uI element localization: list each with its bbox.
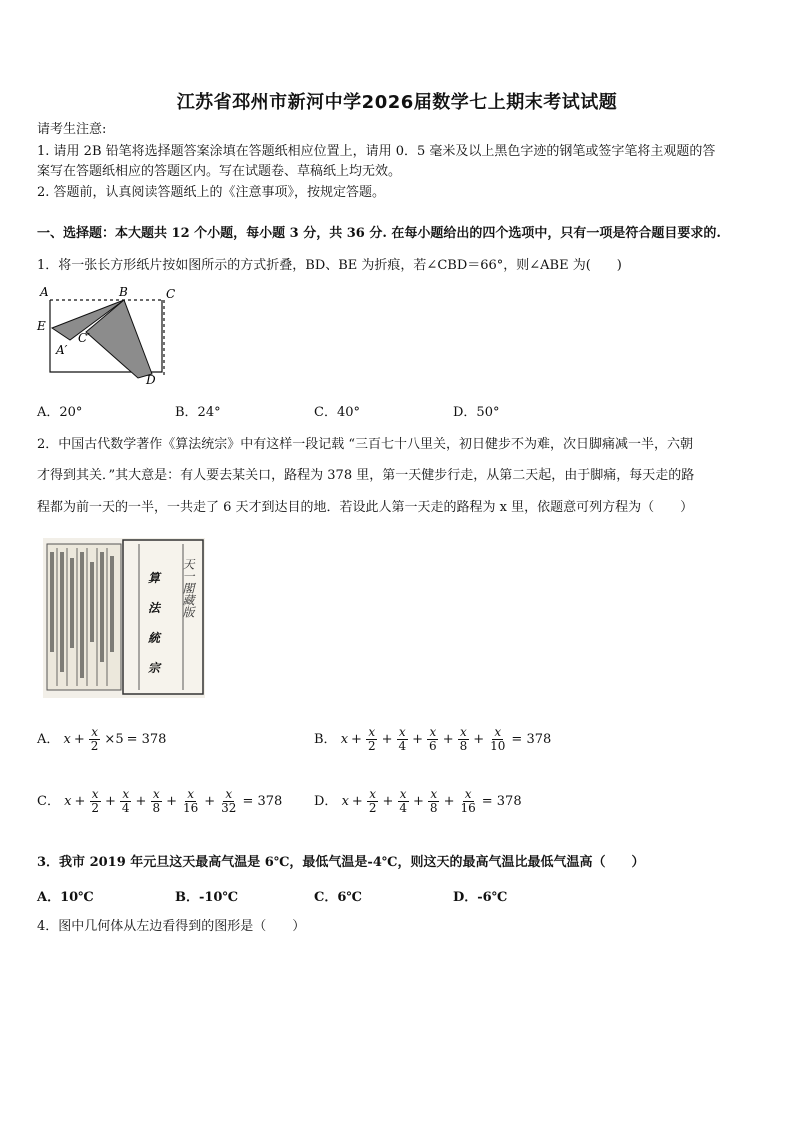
q2-option-a-label: A． xyxy=(37,732,60,747)
frac-den: 4 xyxy=(121,801,130,815)
frac-num: x xyxy=(494,725,502,739)
eq-plus: + xyxy=(473,732,485,747)
frac-den: 16 xyxy=(460,801,476,815)
eq-plus: + xyxy=(104,794,116,809)
eq-fraction-1 xyxy=(367,788,379,815)
q1-option-d[interactable]: D．50° xyxy=(453,405,500,420)
folding-figure xyxy=(34,284,184,390)
frac-den: 2 xyxy=(368,801,377,815)
notice-item-2: 2. 答题前，认真阅读答题纸上的《注意事项》，按规定答题。 xyxy=(37,185,386,200)
q2-option-d-equation xyxy=(342,788,522,815)
eq-rhs: = 378 xyxy=(511,732,552,747)
frac-num: x xyxy=(91,787,99,801)
frac-num: x xyxy=(187,787,195,801)
q2-option-a[interactable] xyxy=(37,726,166,753)
frac-den: 4 xyxy=(398,739,407,753)
eq-plus: + xyxy=(135,794,147,809)
frac-num: x xyxy=(91,725,98,739)
eq-fraction-4 xyxy=(181,788,200,815)
question-2-line-2: 才得到其关．”其大意是：有人要去某关口，路程为 378 里，第一天健步行走，从第二天起，由于脚痛，每天走的路 xyxy=(37,468,695,483)
eq-fraction xyxy=(89,726,101,753)
q2-option-b[interactable] xyxy=(314,726,551,753)
q2-option-b-label: B． xyxy=(314,732,337,747)
frac-den: 32 xyxy=(221,801,237,815)
eq-fraction-3 xyxy=(428,788,440,815)
eq-plus: + xyxy=(73,732,85,747)
section-heading: 一、选择题：本大题共 12 个小题，每小题 3 分，共 36 分. 在每小题给出的四个选项中，只有一项是符合题目要求的. xyxy=(37,226,721,241)
frac-num: x xyxy=(430,787,438,801)
q3-option-b[interactable]: B．-10℃ xyxy=(175,890,239,905)
q2-option-c[interactable] xyxy=(37,788,282,815)
frac-num: x xyxy=(460,725,467,739)
eq-times: ×5 xyxy=(104,732,124,747)
eq-rhs: = 378 xyxy=(242,794,283,809)
q2-option-d[interactable] xyxy=(314,788,522,815)
q2-option-b-equation xyxy=(341,726,552,753)
eq-var: x xyxy=(340,732,349,747)
frac-den: 10 xyxy=(490,739,506,753)
q3-option-a[interactable]: A．10℃ xyxy=(37,890,94,905)
eq-var: x xyxy=(64,794,72,809)
frac-den: 2 xyxy=(367,739,376,753)
frac-num: x xyxy=(225,787,233,801)
eq-var: x xyxy=(63,732,71,747)
eq-rhs: = 378 xyxy=(481,794,522,809)
eq-plus: + xyxy=(443,794,455,809)
eq-fraction-4 xyxy=(458,788,477,815)
frac-den: 6 xyxy=(429,739,437,753)
label-a: A xyxy=(40,285,49,299)
book-side-text: 天一閣藏版 xyxy=(181,558,195,618)
frac-den: 8 xyxy=(459,739,468,753)
notice-heading: 请考生注意: xyxy=(37,122,107,137)
eq-fraction-2 xyxy=(120,788,132,815)
label-e: E xyxy=(37,319,46,333)
eq-plus: + xyxy=(166,794,177,809)
q2-option-a-equation xyxy=(64,726,167,753)
eq-plus: + xyxy=(412,732,424,747)
eq-plus: + xyxy=(442,732,454,747)
eq-fraction-1 xyxy=(366,726,378,753)
label-c-prime: C′ xyxy=(78,331,90,345)
eq-plus: + xyxy=(351,794,363,809)
q2-option-c-label: C． xyxy=(37,794,60,809)
frac-den: 4 xyxy=(399,801,408,815)
frac-den: 2 xyxy=(90,739,99,753)
q2-option-d-label: D． xyxy=(314,794,338,809)
frac-num: x xyxy=(368,725,376,739)
frac-den: 8 xyxy=(152,801,161,815)
q3-option-d[interactable]: D．-6℃ xyxy=(453,890,508,905)
eq-var: x xyxy=(341,794,349,809)
frac-den: 8 xyxy=(429,801,438,815)
frac-den: 16 xyxy=(182,801,199,815)
eq-fraction-5 xyxy=(219,788,238,815)
question-2-line-1: 2．中国古代数学著作《算法统宗》中有这样一段记载 “三百七十八里关，初日健步不为难，次日脚痛减一半，六朝 xyxy=(37,437,694,452)
book-char-4: 宗 xyxy=(148,661,161,675)
frac-num: x xyxy=(122,787,130,801)
book-char-1: 算 xyxy=(148,571,161,585)
question-4-stem: 4．图中几何体从左边看得到的图形是（ ） xyxy=(37,919,306,934)
frac-num: x xyxy=(152,787,160,801)
eq-fraction-1 xyxy=(89,788,101,815)
q1-option-c[interactable]: C．40° xyxy=(314,405,360,420)
eq-plus: + xyxy=(381,732,393,747)
frac-num: x xyxy=(464,787,472,801)
eq-rhs: = 378 xyxy=(126,732,167,747)
eq-fraction-2 xyxy=(397,788,409,815)
label-d: D xyxy=(146,373,156,387)
frac-den: 2 xyxy=(91,801,99,815)
book-char-3: 統 xyxy=(148,631,161,645)
frac-num: x xyxy=(369,787,377,801)
question-2-line-3: 程都为前一天的一半，一共走了 6 天才到达目的地．若设此人第一天走的路程为 x 里，依题意可列方程为（ ） xyxy=(37,500,694,515)
q1-option-b[interactable]: B．24° xyxy=(175,405,221,420)
eq-plus: + xyxy=(351,732,362,747)
eq-fraction-2 xyxy=(397,726,409,753)
eq-plus: + xyxy=(74,794,86,809)
eq-plus: + xyxy=(382,794,394,809)
label-b: B xyxy=(119,285,128,299)
q1-option-a[interactable]: A．20° xyxy=(37,405,83,420)
frac-num: x xyxy=(399,787,407,801)
frac-num: x xyxy=(429,725,437,739)
q2-option-c-equation xyxy=(64,788,282,815)
label-a-prime: A′ xyxy=(56,343,68,357)
eq-fraction-4 xyxy=(458,726,470,753)
eq-fraction-3 xyxy=(427,726,439,753)
notice-item-1b: 案写在答题纸相应的答题区内。写在试题卷、草稿纸上均无效。 xyxy=(37,164,402,179)
book-photo xyxy=(43,538,205,698)
notice-item-1a: 1. 请用 2B 铅笔将选择题答案涂填在答题纸相应位置上，请用 0．5 毫米及以上黑色字迹的钢笔或签字笔将主观题的答 xyxy=(37,144,716,159)
question-3-stem: 3．我市 2019 年元旦这天最高气温是 6℃，最低气温是-4℃，则这天的最高气温比最低气温高（ ） xyxy=(37,855,645,870)
page-title: 江苏省邳州市新河中学2026届数学七上期末考试试题 xyxy=(176,92,618,113)
eq-fraction-5 xyxy=(488,726,507,753)
label-c: C xyxy=(166,287,176,301)
eq-fraction-3 xyxy=(150,788,162,815)
frac-num: x xyxy=(398,725,406,739)
eq-plus: + xyxy=(204,794,216,809)
book-char-2: 法 xyxy=(148,601,161,615)
q3-option-c[interactable]: C．6℃ xyxy=(314,890,362,905)
question-1-stem: 1．将一张长方形纸片按如图所示的方式折叠，BD、BE 为折痕，若∠CBD＝66°，则∠ABE 为( ) xyxy=(37,258,622,273)
eq-plus: + xyxy=(413,794,424,809)
